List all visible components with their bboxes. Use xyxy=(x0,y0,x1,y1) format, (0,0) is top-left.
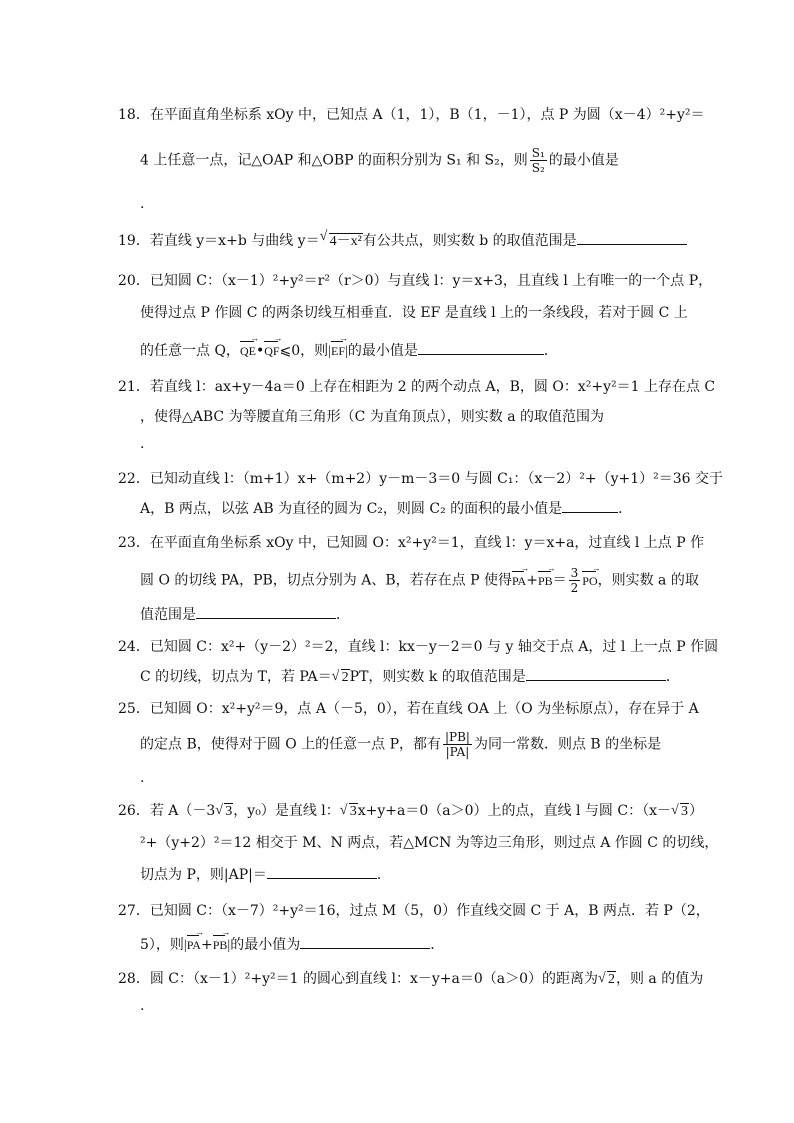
problem-22-line1: 22．已知动直线 l：（m+1）x+（m+2）y－m－3＝0 与圆 C₁：（x－2）²+（y+1）²＝36 交于 xyxy=(118,471,723,487)
sqrt-three-c: √ 3 xyxy=(671,804,689,820)
sqrt-two-28: √ 2 xyxy=(598,972,616,988)
answer-blank-23[interactable] xyxy=(196,604,336,619)
problem-24-line1: 24．已知圆 C：x²+（y－2）²＝2，直线 l：kx－y－2＝0 与 y 轴交于点 A，过 l 上一点 P 作圆 xyxy=(118,639,719,655)
problem-23-line2: 圆 O 的切线 PA，PB，切点分别为 A、B，若存在点 P 使得PA →+PB →＝ $\frac{3}{2}$ PO →，则实数 a 的取 xyxy=(140,566,699,595)
answer-blank-24[interactable] xyxy=(526,666,666,681)
problem-20-line2: 使得过点 P 作圆 C 的两条切线互相垂直．设 EF 是直线 l 上的一条线段，若对于圆 C 上 xyxy=(140,305,688,321)
problem-22-line2: A，B 两点，以弦 AB 为直径的圆为 C₂，则圆 C₂ 的面积的最小值是 ． xyxy=(140,498,632,518)
vector-qe: QE → xyxy=(240,344,256,359)
problem-20-line1: 20．已知圆 C：（x－1）²+y²＝r²（r＞0）与直线 l：y＝x+3，且直线 l 上有唯一的一个点 P， xyxy=(118,273,713,289)
sqrt-expression: √ 4－x² xyxy=(320,230,363,250)
problem-25-line2: 的定点 B，使得对于圆 O 上的任意一点 P，都有 $\frac{|PB|}{|PA|}$ 为同一常数．则点 B 的坐标是 xyxy=(140,730,662,759)
vector-pa: PA → xyxy=(512,574,526,589)
problem-26-line1: 26．若 A（－3√ 3，y₀）是直线 l：√ 3x+y+a＝0（a＞0）上的点，直线 l 与圆 C：（x－√ 3） xyxy=(118,800,703,820)
problem-24-line2: C 的切线，切点为 T，若 PA＝√ 2PT，则实数 k 的取值范围是 ． xyxy=(140,666,680,686)
answer-blank-26[interactable] xyxy=(267,864,377,879)
problem-21-line1: 21．若直线 l：ax+y－4a＝0 上存在相距为 2 的两个动点 A，B，圆 O：x²+y²＝1 上存在点 C xyxy=(118,379,716,395)
problem-18-line3: . xyxy=(140,196,145,212)
vector-ef: EF → xyxy=(331,344,345,359)
fraction-pb-pa: $\frac{|PB|}{|PA|}$ xyxy=(445,730,470,759)
problem-28-line1: 28．圆 C：（x－1）²+y²＝1 的圆心到直线 l：x－y+a＝0（a＞0）的距离为√ 2，则 a 的值为 xyxy=(118,968,703,988)
vector-pb: PB → xyxy=(538,574,553,589)
answer-blank-27[interactable] xyxy=(300,934,430,949)
answer-blank-22[interactable] xyxy=(562,498,618,513)
answer-blank-19[interactable] xyxy=(577,230,687,245)
problem-26-line2: ²+（y+2）²＝12 相交于 M、N 两点，若△MCN 为等边三角形，则过点 A 作圆 C 的切线， xyxy=(140,835,719,851)
fraction-s1-s2: $\frac{\text{S₁}}{\text{S₂}}$ xyxy=(531,146,545,175)
answer-blank-20[interactable] xyxy=(418,340,544,355)
vector-qf: QF → xyxy=(264,344,279,359)
vector-pb-27: PB → xyxy=(213,938,228,953)
problem-28-line2: . xyxy=(140,998,145,1014)
vector-pa-27: PA → xyxy=(187,938,201,953)
problem-27-line1: 27．已知圆 C：（x－7）²+y²＝16，过点 M（5，0）作直线交圆 C 于 A，B 两点．若 P（2， xyxy=(118,903,710,919)
fraction-3-2: $\frac{3}{2}$ xyxy=(570,566,579,595)
problem-27-line2: 5），则|PA →+PB →|的最小值为 ． xyxy=(140,934,444,954)
problem-18-line2: 4 上任意一点，记△OAP 和△OBP 的面积分别为 S₁ 和 S₂，则 $\frac{\text{S₁}}{\text{S₂}}$ 的最小值是 xyxy=(140,146,619,175)
problem-20-line3: 的任意一点 Q，QE →•QF →⩽0，则|EF →|的最小值是 ． xyxy=(140,340,558,360)
vector-po: PO → xyxy=(582,574,597,589)
problem-25-line1: 25．已知圆 O：x²+y²＝9，点 A（－5，0），若在直线 OA 上（O 为坐标原点），存在异于 A xyxy=(118,701,699,717)
problem-21-line3: . xyxy=(140,436,145,452)
problem-23-line3: 值范围是 ． xyxy=(140,604,350,624)
sqrt-three-b: √ 3 xyxy=(340,804,358,820)
problem-18-line1: 18．在平面直角坐标系 xOy 中，已知点 A（1，1），B（1，－1），点 P 为圆（x－4）²+y²＝ xyxy=(118,107,705,123)
problem-21-line2: ，使得△ABC 为等腰直角三角形（C 为直角顶点），则实数 a 的取值范围为 xyxy=(140,409,604,425)
problem-19-line1: 19．若直线 y＝x+b 与曲线 y＝√ 4－x²有公共点，则实数 b 的取值范围是 xyxy=(118,230,687,250)
sqrt-three-a: √ 3 xyxy=(215,804,233,820)
problem-25-line3: . xyxy=(140,770,145,786)
problem-23-line1: 23．在平面直角坐标系 xOy 中，已知圆 O：x²+y²＝1，直线 l：y＝x+a，过直线 l 上点 P 作 xyxy=(118,535,705,551)
sqrt-two: √ 2 xyxy=(332,670,350,686)
problem-26-line3: 切点为 P，则|AP|＝ ． xyxy=(140,864,391,884)
